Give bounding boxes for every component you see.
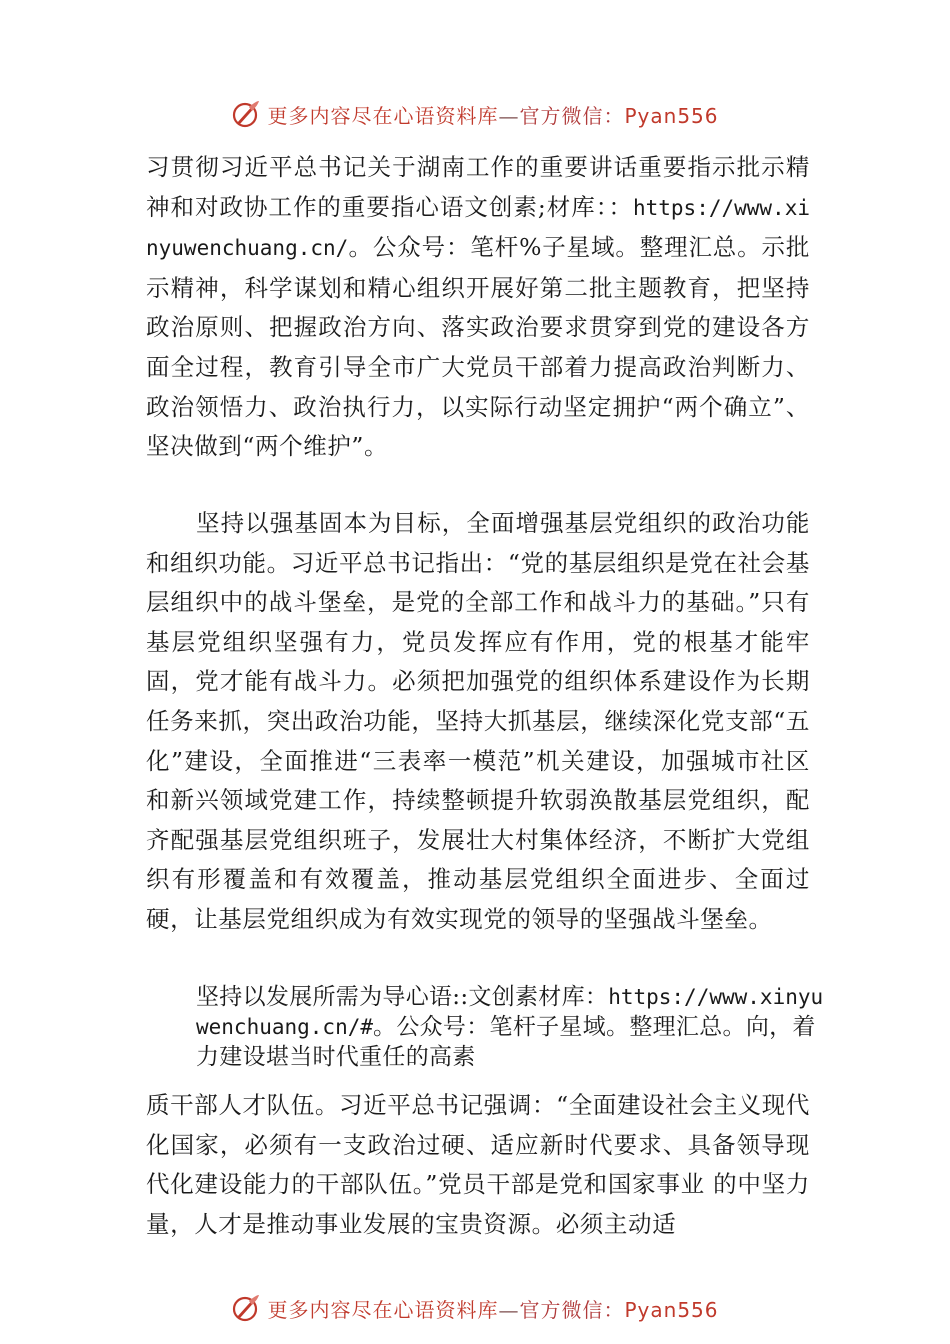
paragraph-4: 质干部人才队伍。习近平总书记强调：“全面建设社会主义现代化国家，必须有一支政治过硬、适应新时代要求、具备领导现代化建设能力的干部队伍。”党员干部是党和国家事业 的中坚力量，人才是推动事业发展的宝贵资源。必须主动适	[146, 1091, 810, 1238]
banner-separator: —	[498, 1297, 520, 1322]
paragraph-2: 坚持以强基固本为目标，全面增强基层党组织的政治功能和组织功能。习近平总书记指出：“党的基层组织是党在社会基层组织中的战斗堡垒，是党的全部工作和战斗力的基础。”只有基层党组织坚强有力，党员发挥应有作用，党的根基才能牢固，党才能有战斗力。必须把加强党的组织体系建设作为长期任务来抓，突出政治功能，坚持大抓基层，继续深化党支部“五化”建设，全面推进“三表率一模范”机关建设，加强城市社区和新兴领域党建工作，持续整顿提升软弱涣散基层党组织，配齐配强基层党组织班子，发展壮大村集体经济，不断扩大党组织有形覆盖和有效覆盖，推动基层党组织全面进步、全面过硬，让基层党组织成为有效实现党的领导的坚强战斗堡垒。	[146, 509, 810, 933]
paragraph-3-text-b: 。公众号：笔杆子星域。整理汇总。向，着力建设堪当时代重任的高素	[196, 1014, 816, 1070]
paragraph-1-text-a: 习贯彻习近平总书记关于湖南工作的重要讲话重要指示批示精神和对政协工作的重要指心语文创素;材库：：	[146, 153, 810, 221]
quill-logo-icon	[231, 99, 261, 129]
banner-handle: Pyan556	[624, 1297, 719, 1322]
header-watermark-banner	[0, 94, 950, 134]
paragraph-3	[196, 982, 826, 1072]
banner-brand: 更多内容尽在心语资料库	[267, 1297, 499, 1322]
banner-text	[267, 1294, 718, 1323]
banner-brand: 更多内容尽在心语资料库	[267, 103, 499, 128]
banner-wechat-label: 官方微信：	[519, 1297, 625, 1322]
paragraph-1-url: https://www.xinyuwenchuang.cn/	[146, 195, 810, 261]
banner-separator: —	[498, 103, 520, 128]
banner-handle: Pyan556	[624, 103, 719, 128]
paragraph-3-text-a: 坚持以发展所需为导心语::文创素材库：	[196, 984, 609, 1010]
paragraph-1	[146, 148, 810, 467]
banner-text	[267, 100, 718, 129]
paragraph-3-url: https://www.xinyuwenchuang.cn/#	[196, 985, 824, 1039]
footer-watermark-banner	[0, 1288, 950, 1328]
paragraph-1-text-b: 。公众号：笔杆%子星域。整理汇总。示批示精神，科学谋划和精心组织开展好第二批主题教育，把坚持政治原则、把握政治方向、落实政治要求贯穿到党的建设各方面全过程，教育引导全市广大党员干部着力提高政治判断力、政治领悟力、政治执行力，以实际行动坚定拥护“两个确立”、坚决做到“两个维护”。	[146, 233, 810, 461]
quill-logo-icon	[231, 1293, 261, 1323]
banner-wechat-label: 官方微信：	[519, 103, 625, 128]
